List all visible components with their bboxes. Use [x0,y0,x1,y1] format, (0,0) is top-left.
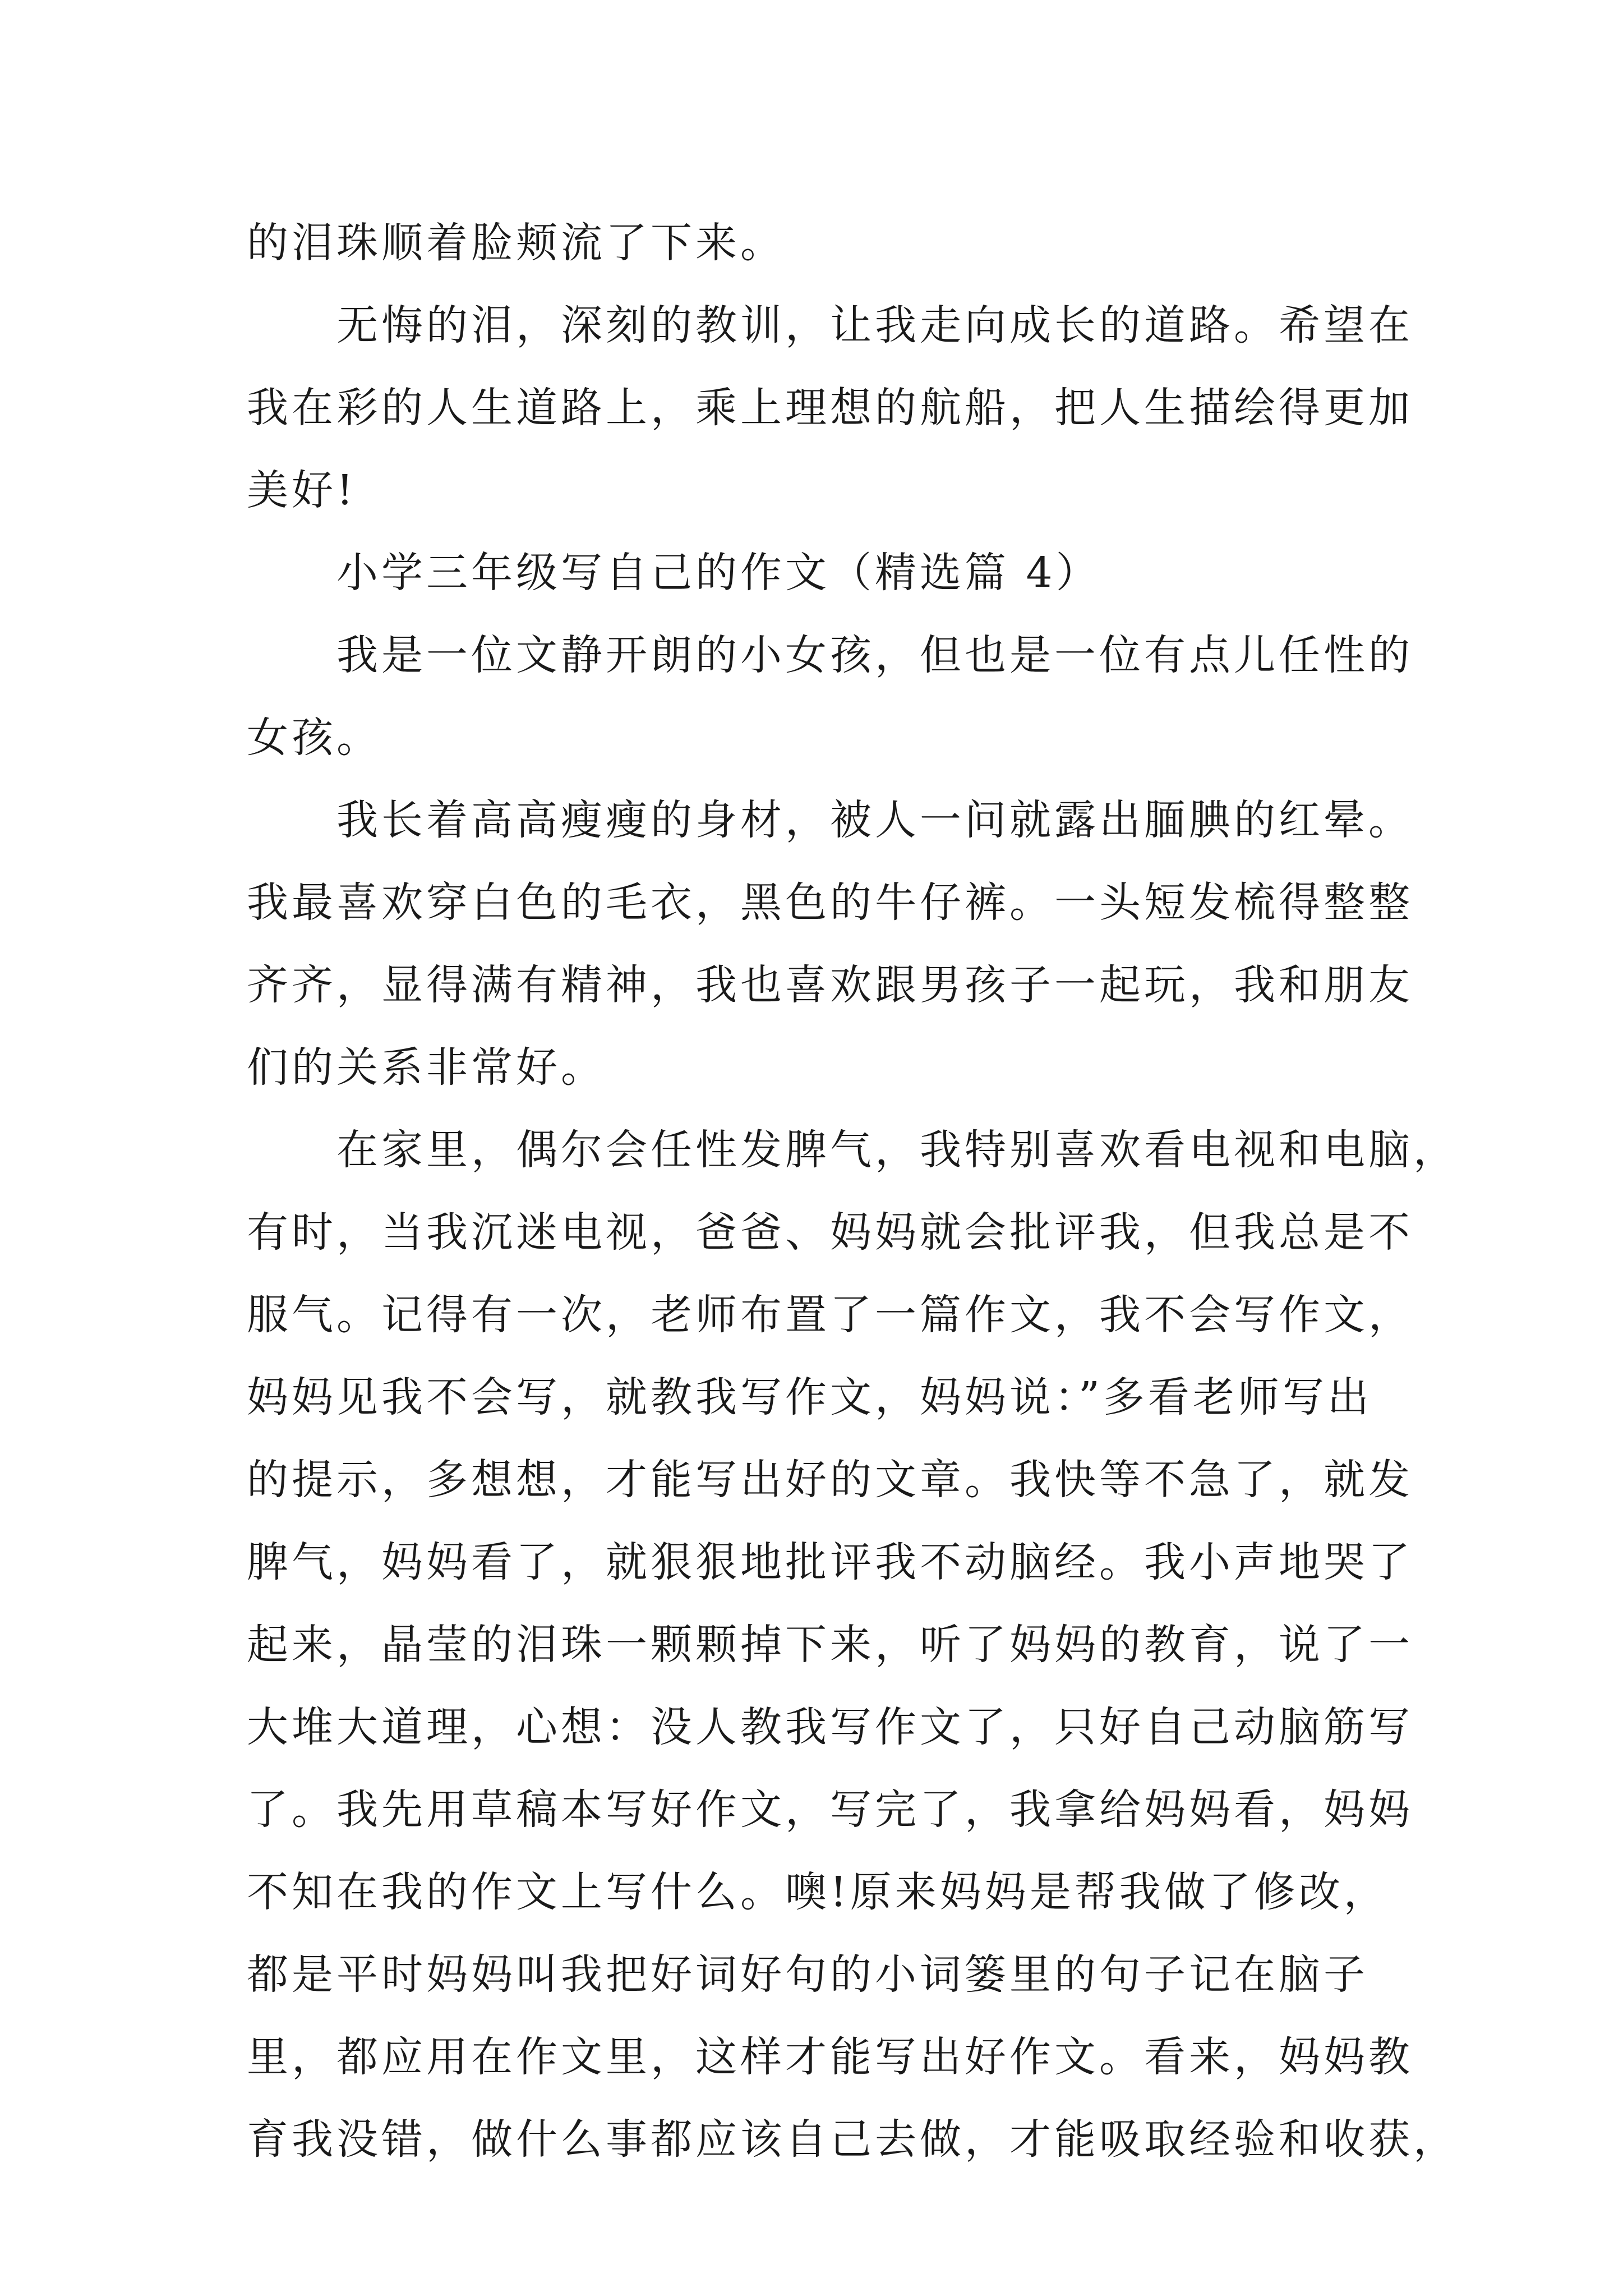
text-line: 在家里，偶尔会任性发脾气，我特别喜欢看电视和电脑， [336,1126,1458,1174]
text-line: 服气。记得有一次，老师布置了一篇作文，我不会写作文， [247,1291,1413,1339]
text-line: 的提示，多想想，才能写出好的文章。我快等不急了，就发 [247,1456,1413,1504]
text-line: 都是平时妈妈叫我把好词好句的小词篓里的句子记在脑子 [247,1950,1368,1999]
text-line: 无悔的泪，深刻的教训，让我走向成长的道路。希望在 [336,301,1413,349]
body-text [247,202,1458,2181]
text-line: 们的关系非常好。 [247,1043,606,1092]
text-line: 里，都应用在作文里，这样才能写出好作文。看来，妈妈教 [247,2033,1413,2081]
text-line: 脾气，妈妈看了，就狠狠地批评我不动脑经。我小声地哭了 [247,1538,1413,1586]
text-line: 齐齐，显得满有精神，我也喜欢跟男孩子一起玩，我和朋友 [247,961,1413,1009]
text-line: 不知在我的作文上写什么。噢!原来妈妈是帮我做了修改， [247,1868,1389,1916]
text-line: 我在彩的人生道路上，乘上理想的航船，把人生描绘得更加 [247,384,1413,432]
text-line: 了。我先用草稿本写好作文，写完了，我拿给妈妈看，妈妈 [247,1786,1413,1834]
text-line: 的泪珠顺着脸颊流了下来。 [247,219,785,267]
section-heading: 小学三年级写自己的作文（精选篇 4） [336,549,1101,597]
text-line: 我是一位文静开朗的小女孩，但也是一位有点儿任性的 [336,631,1413,679]
text-line: 我长着高高瘦瘦的身材，被人一问就露出腼腆的红晕。 [336,796,1413,844]
text-line: 美好! [247,466,357,514]
text-line: 女孩。 [247,714,381,762]
text-line: 育我没错，做什么事都应该自己去做，才能吸取经验和收获， [247,2115,1458,2164]
text-line: 妈妈见我不会写，就教我写作文，妈妈说：”多看老师写出 [247,1373,1372,1421]
text-line: 大堆大道理，心想：没人教我写作文了，只好自己动脑筋写 [247,1703,1413,1751]
text-line: 有时，当我沉迷电视，爸爸、妈妈就会批评我，但我总是不 [247,1208,1413,1257]
text-line: 起来，晶莹的泪珠一颗颗掉下来，听了妈妈的教育，说了一 [247,1621,1413,1669]
text-line: 我最喜欢穿白色的毛衣，黑色的牛仔裤。一头短发梳得整整 [247,878,1413,927]
